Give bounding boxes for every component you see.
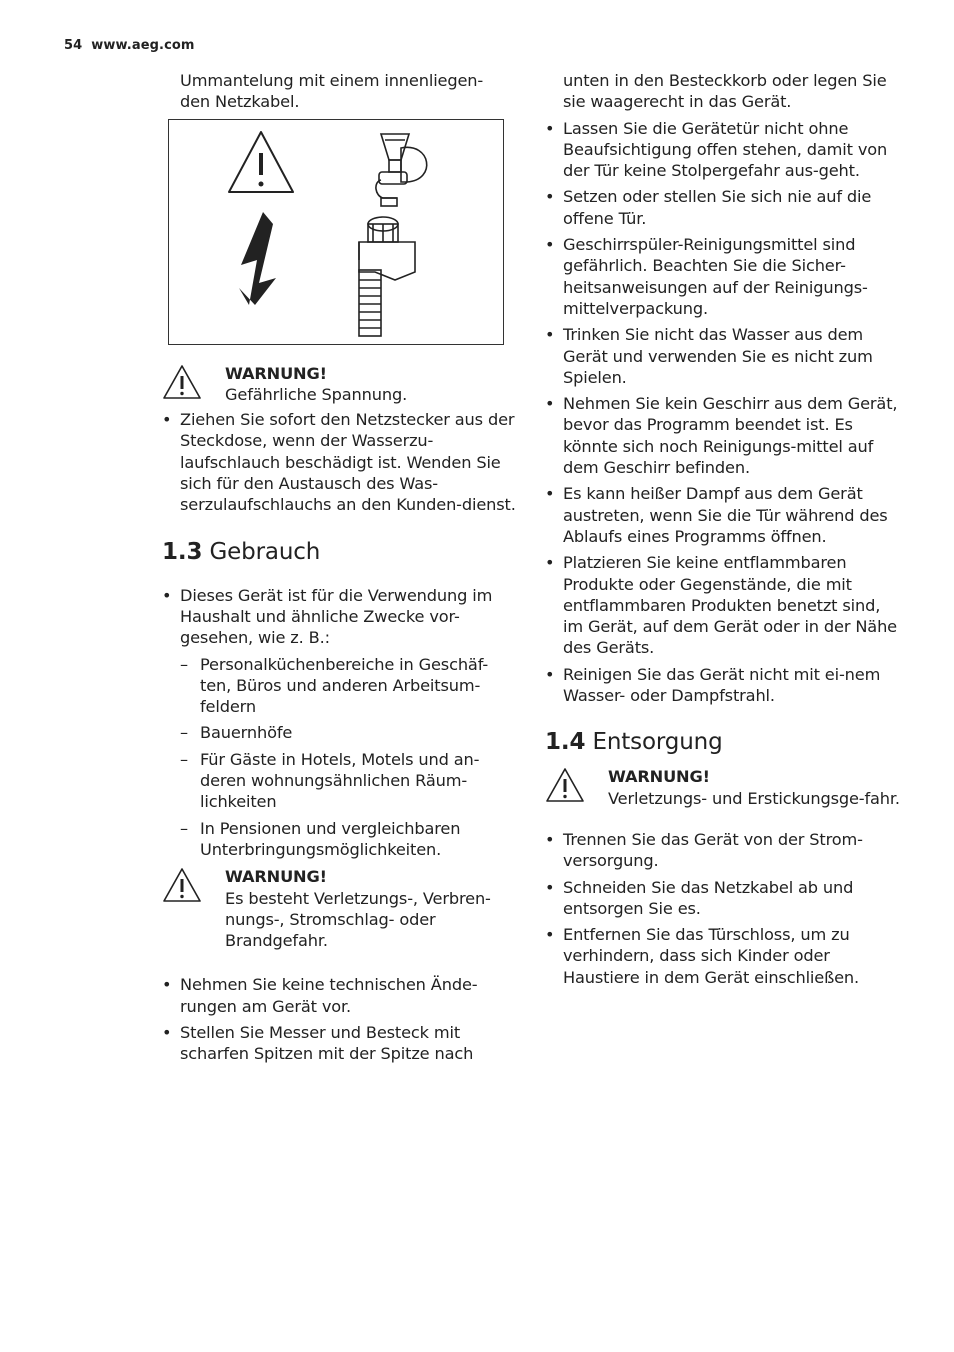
warning-text: Es besteht Verletzungs-, Verbren-nungs-, Stromschlag- oder Brandgefahr. [225, 888, 491, 951]
dash-item: – Personalküchenbereiche in Geschäf-ten, Büros und anderen Arbeitsum-feldern [162, 654, 518, 718]
left-column [162, 70, 518, 1070]
warning-suffocation [545, 766, 905, 809]
list-item: • Nehmen Sie keine technischen Ände-rungen am Gerät vor. [162, 974, 518, 1017]
right-column [545, 70, 905, 993]
dash-item: – In Pensionen und vergleichbaren Unterbringungsmöglichkeiten. [162, 818, 518, 861]
list-item [162, 585, 518, 861]
warning-icon [162, 867, 202, 903]
intro-paragraph: Ummantelung mit einem innenliegen-den Netzkabel. [180, 71, 484, 112]
list-item: • Stellen Sie Messer und Besteck mit scharfen Spitzen mit der Spitze nach [162, 1022, 518, 1065]
lightning-bolt-icon [239, 212, 276, 305]
section-number: 1.3 [162, 538, 203, 565]
list-item: • Reinigen Sie das Gerät nicht mit ei-nem Wasser- oder Dampfstrahl. [545, 664, 905, 707]
bullet-list [545, 829, 905, 988]
list-item: • Entfernen Sie das Türschloss, um zu verhindern, dass sich Kinder oder Haustiere in dem Gerät einschließen. [545, 924, 905, 988]
water-tap-icon [376, 134, 427, 206]
bullet-list [162, 585, 518, 861]
list-item: • Ziehen Sie sofort den Netzstecker aus der Steckdose, wenn der Wasserzu-laufschlauch beschädigt ist. Wenden Sie sich für den Austausch des Was-serzulaufschlauchs an den Kunden-dienst. [162, 409, 518, 515]
section-heading-1-3 [162, 538, 518, 566]
warning-title: WARNUNG! [608, 767, 710, 787]
list-item: • Es kann heißer Dampf aus dem Gerät austreten, wenn Sie die Tür während des Ablaufs eines Programms öffnen. [545, 483, 905, 547]
warning-fire-risk [162, 866, 518, 951]
warning-text: Gefährliche Spannung. [225, 384, 408, 404]
warning-title: WARNUNG! [225, 363, 327, 383]
warning-triangle-icon [229, 132, 293, 192]
list-item: • Platzieren Sie keine entflammbaren Produkte oder Gegenstände, die mit entflammbaren Produkten benetzt sind, im Gerät, auf dem Gerät oder in der Nähe des Geräts. [545, 552, 905, 658]
warning-icon [162, 364, 202, 400]
warning-text: Verletzungs- und Erstickungsge-fahr. [608, 788, 900, 808]
list-item: • Trinken Sie nicht das Wasser aus dem Gerät und verwenden Sie es nicht zum Spielen. [545, 324, 905, 388]
bullet-list [545, 118, 905, 707]
continuation-paragraph: unten in den Besteckkorb oder legen Sie sie waagerecht in das Gerät. [563, 71, 887, 112]
site-url[interactable]: www.aeg.com [91, 38, 195, 53]
dash-item: – Für Gäste in Hotels, Motels und an-deren wohnungsähnlichen Räum-lichkeiten [162, 749, 518, 813]
dash-list [162, 654, 518, 861]
list-item: • Nehmen Sie kein Geschirr aus dem Gerät, bevor das Programm beendet ist. Es könnte sich noch Reinigungs-mittel auf dem Geschirr befinden. [545, 393, 905, 478]
page-header [64, 38, 195, 53]
warning-icon [545, 767, 585, 803]
bullet-list [162, 409, 518, 515]
warning-voltage [162, 363, 518, 406]
dash-item: – Bauernhöfe [162, 722, 518, 743]
hose-warning-figure [168, 119, 504, 345]
warning-title: WARNUNG! [225, 867, 327, 887]
list-item: • Lassen Sie die Gerätetür nicht ohne Beaufsichtigung offen stehen, damit von der Tür keine Stolpergefahr aus-geht. [545, 118, 905, 182]
bullet-list [162, 974, 518, 1064]
section-title: Entsorgung [592, 729, 723, 756]
section-number: 1.4 [545, 729, 586, 756]
hose-illustration [169, 120, 503, 344]
inlet-hose-icon [359, 217, 415, 336]
list-item: • Setzen oder stellen Sie sich nie auf die offene Tür. [545, 186, 905, 229]
section-title: Gebrauch [209, 538, 321, 565]
list-item-text: Dieses Gerät ist für die Verwendung im Haushalt und ähnliche Zwecke vor-gesehen, wie z. B.: [180, 585, 493, 648]
section-heading-1-4 [545, 728, 905, 756]
list-item: • Trennen Sie das Gerät von der Strom-versorgung. [545, 829, 905, 872]
list-item: • Geschirrspüler-Reinigungsmittel sind gefährlich. Beachten Sie die Sicher-heitsanweisungen auf der Reinigungs-mittelverpackung. [545, 234, 905, 319]
list-item: • Schneiden Sie das Netzkabel ab und entsorgen Sie es. [545, 877, 905, 920]
page-number: 54 [64, 38, 83, 53]
